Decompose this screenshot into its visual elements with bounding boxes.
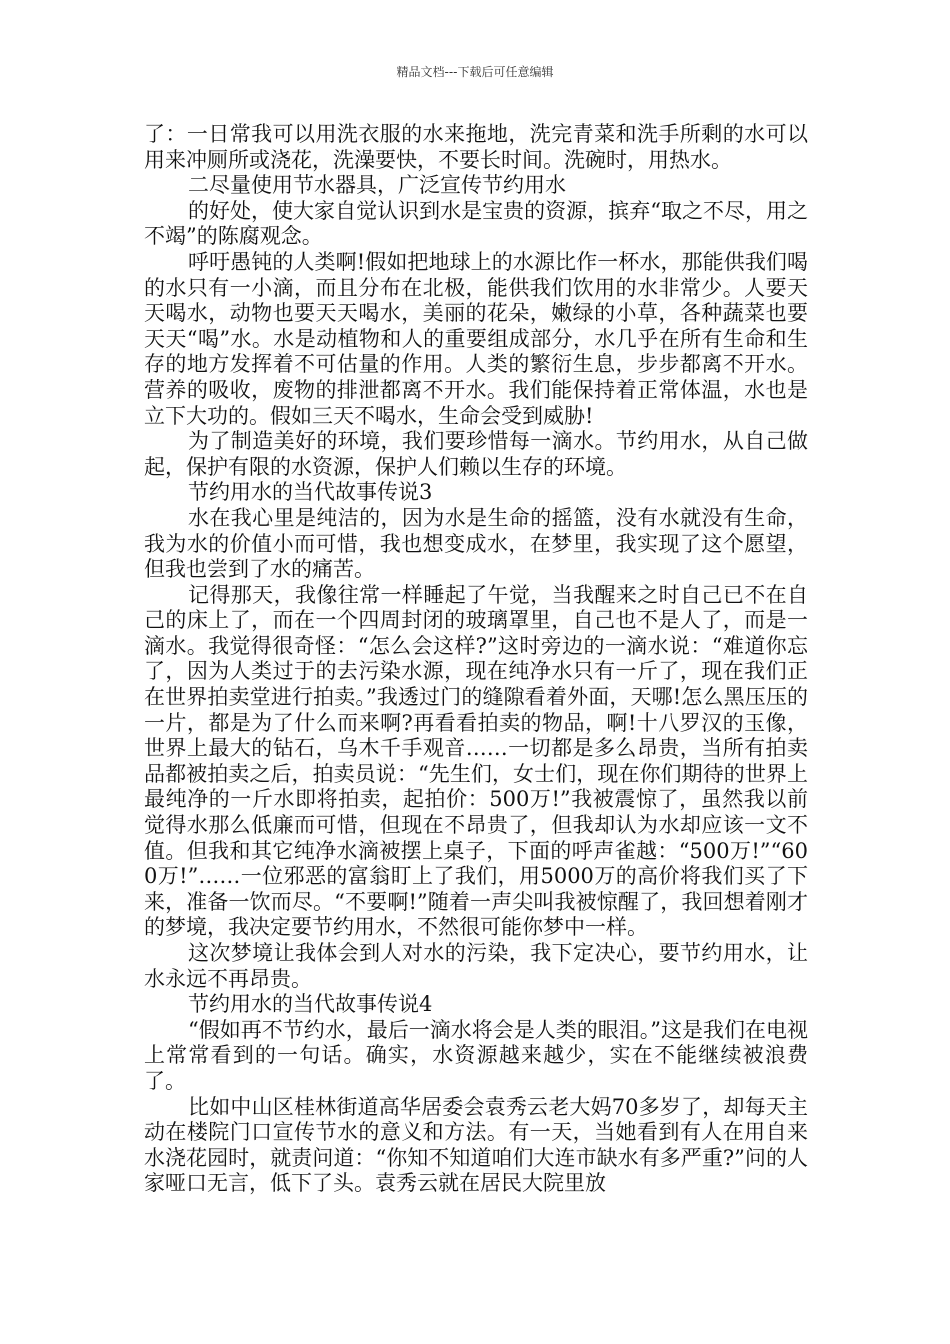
- document-body: [144, 122, 808, 1197]
- paragraph-9: “假如再不节约水，最后一滴水将会是人类的眼泪。”这是我们在电视上常常看到的一句话。确实，水资源越来越少，实在不能继续被浪费了。: [144, 1017, 808, 1093]
- paragraph-1: 了：一日常我可以用洗衣服的水来拖地，洗完青菜和洗手所剩的水可以用来冲厕所或浇花，洗澡要快，不要长时间。洗碗时，用热水。: [144, 122, 808, 172]
- page-header: 精品文档---下载后可任意编辑: [396, 65, 554, 79]
- section-heading-3: 节约用水的当代故事传说3: [188, 480, 433, 505]
- paragraph-8: 这次梦境让我体会到人对水的污染，我下定决心，要节约用水，让水永远不再昂贵。: [144, 941, 808, 991]
- paragraph-10: 比如中山区桂林街道高华居委会袁秀云老大妈70多岁了，却每天主动在楼院门口宣传节水的意义和方法。有一天，当她看到有人在用自来水浇花园时，就责问道：“你知不知道咱们大连市缺水有多严重?”问的人家哑口无言，低下了头。袁秀云就在居民大院里放: [144, 1094, 808, 1196]
- paragraph-3: 的好处，使大家自觉认识到水是宝贵的资源，摈弃“取之不尽，用之不竭”的陈腐观念。: [144, 198, 808, 249]
- paragraph-2: 二尽量使用节水器具，广泛宣传节约用水: [188, 173, 566, 198]
- section-heading-4: 节约用水的当代故事传说4: [188, 992, 433, 1017]
- paragraph-6: 水在我心里是纯洁的，因为水是生命的摇篮，没有水就没有生命，我为水的价值小而可惜，我也想变成水，在梦里，我实现了这个愿望，但我也尝到了水的痛苦。: [144, 505, 808, 582]
- paragraph-4: 呼吁愚钝的人类啊!假如把地球上的水源比作一杯水，那能供我们喝的水只有一小滴，而且分布在北极，能供我们饮用的水非常少。人要天天喝水，动物也要天天喝水，美丽的花朵，嫩绿的小草，各种蔬菜也要天天“喝”水。水是动植物和人的重要组成部分，水几乎在所有生命和生存的地方发挥着不可估量的作用。人类的繁衍生息，步步都离不开水。营养的吸收，废物的排泄都离不开水。我们能保持着正常体温，水也是立下大功的。假如三天不喝水，生命会受到威胁!: [144, 249, 808, 428]
- paragraph-5: 为了制造美好的环境，我们要珍惜每一滴水。节约用水，从自己做起，保护有限的水资源，保护人们赖以生存的环境。: [144, 429, 808, 479]
- paragraph-7: 记得那天，我像往常一样睡起了午觉，当我醒来之时自己已不在自己的床上了，而在一个四周封闭的玻璃罩里，自己也不是人了，而是一滴水。我觉得很奇怪：“怎么会这样?”这时旁边的一滴水说：“难道你忘了，因为人类过于的去污染水源，现在纯净水只有一斤了，现在我们正在世界拍卖堂进行拍卖。”我透过门的缝隙看着外面，天哪!怎么黑压压的一片，都是为了什么而来啊?再看看拍卖的物品，啊!十八罗汉的玉像，世界上最大的钻石，乌木千手观音……一切都是多么昂贵，当所有拍卖品都被拍卖之后，拍卖员说：“先生们，女士们，现在你们期待的世界上最纯净的一斤水即将拍卖，起拍价：500万!”我被震惊了，虽然我以前觉得水那么低廉而可惜，但现在不昂贵了，但我却认为水却应该一文不值。但我和其它纯净水滴被摆上桌子，下面的呼声雀越：“500万!”“600万!”……一位邪恶的富翁盯上了我们，用5000万的高价将我们买了下来，准备一饮而尽。“不要啊!”随着一声尖叫我被惊醒了，我回想着刚才的梦境，我决定要节约用水，不然很可能你梦中一样。: [144, 582, 808, 940]
